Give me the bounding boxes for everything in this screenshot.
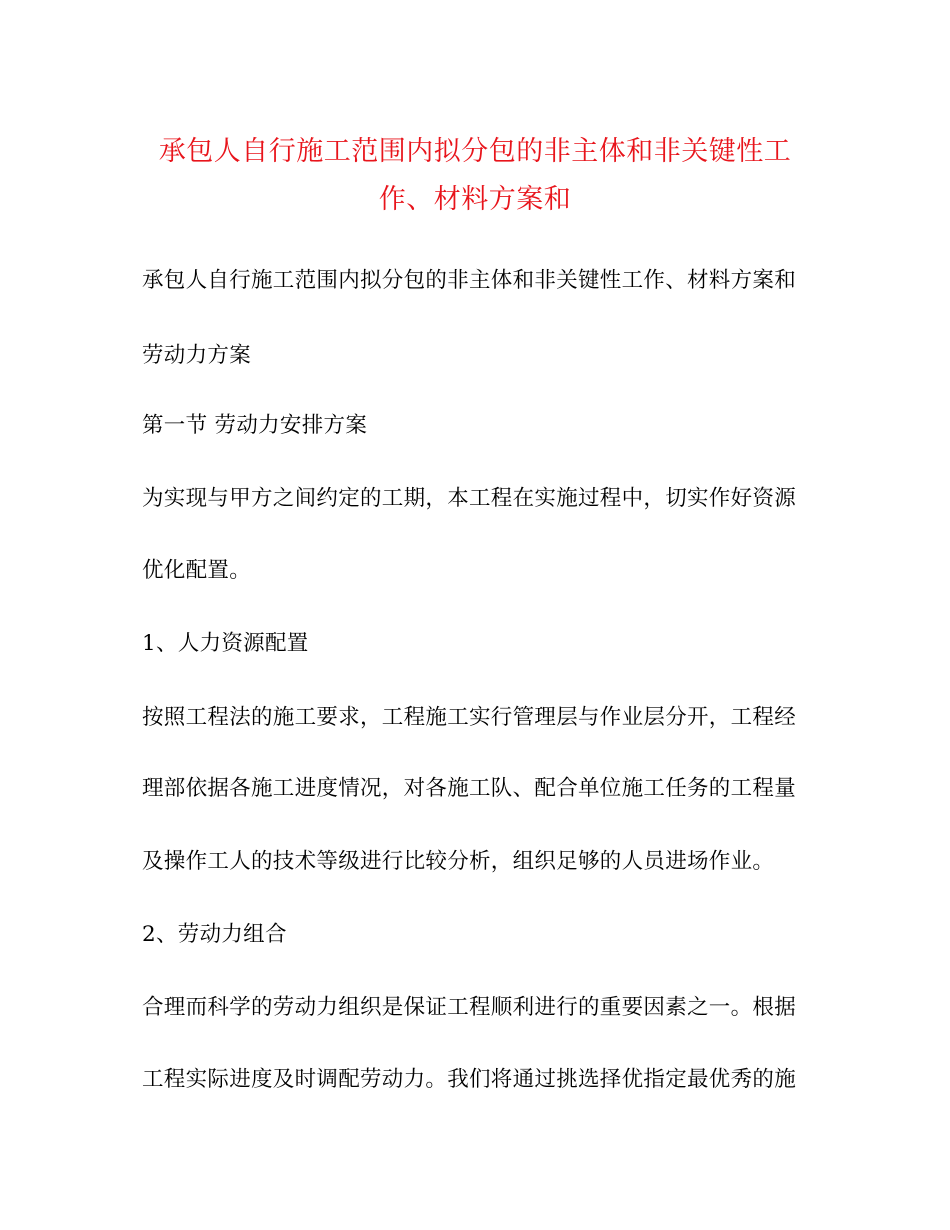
body-line: 劳动力方案 bbox=[142, 343, 252, 368]
subsection-heading: 2、劳动力组合 bbox=[142, 922, 287, 947]
body-line: 承包人自行施工范围内拟分包的非主体和非关键性工作、材料方案和 bbox=[142, 268, 797, 293]
body-line: 按照工程法的施工要求，工程施工实行管理层与作业层分开，工程经 bbox=[142, 705, 797, 730]
subsection-heading: 1、人力资源配置 bbox=[142, 631, 309, 656]
body-line: 理部依据各施工进度情况，对各施工队、配合单位施工任务的工程量 bbox=[142, 776, 797, 801]
body-line: 工程实际进度及时调配劳动力。我们将通过挑选择优指定最优秀的施 bbox=[142, 1067, 797, 1092]
body-line: 为实现与甲方之间约定的工期，本工程在实施过程中，切实作好资源 bbox=[142, 486, 797, 511]
body-line: 合理而科学的劳动力组织是保证工程顺利进行的重要因素之一。根据 bbox=[142, 995, 797, 1020]
body-line: 优化配置。 bbox=[142, 558, 252, 583]
document-title: 承包人自行施工范围内拟分包的非主体和非关键性工作、材料方案和 bbox=[158, 136, 792, 215]
section-heading: 第一节 劳动力安排方案 bbox=[142, 413, 368, 438]
body-line: 及操作工人的技术等级进行比较分析，组织足够的人员进场作业。 bbox=[142, 849, 775, 874]
